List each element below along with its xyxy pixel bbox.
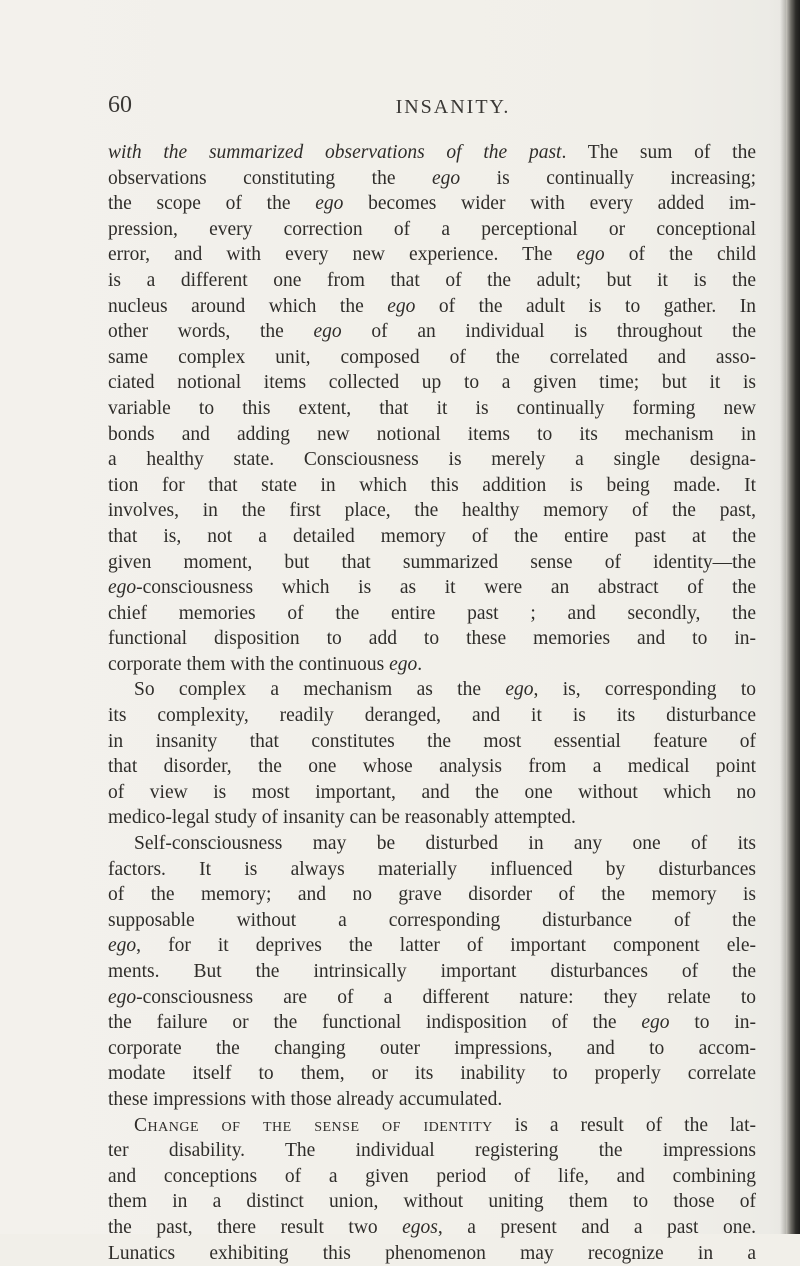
body-text (108, 140, 756, 1266)
text-line: ego-consciousness which is as it were an abstract of the (108, 577, 756, 599)
text-line: and conceptions of a given period of life, and combining (108, 1165, 756, 1187)
text-line: bonds and adding new notional items to its mechanism in (108, 423, 756, 445)
text-line: ego, for it deprives the latter of important component ele- (108, 935, 756, 957)
text-line: chief memories of the entire past ; and secondly, the (108, 602, 756, 624)
text-line: medico-legal study of insanity can be reasonably attempted. (108, 807, 576, 829)
text-line: pression, every correction of a perceptional or conceptional (108, 218, 756, 240)
text-line: ciated notional items collected up to a given time; but it is (108, 372, 756, 394)
text-line: of view is most important, and the one without which no (108, 781, 756, 803)
text-line: error, and with every new experience. The ego of the child (108, 244, 757, 266)
text-line: modate itself to them, or its inability to properly correlate (108, 1063, 756, 1085)
text-line: corporate them with the continuous ego. (108, 653, 423, 675)
text-line: these impressions with those already accumulated. (108, 1088, 503, 1110)
text-line: Self-consciousness may be disturbed in any one of its (134, 833, 756, 855)
text-line: same complex unit, composed of the correlated and asso- (108, 346, 756, 368)
running-head (108, 92, 758, 126)
text-line: tion for that state in which this addition is being made. It (108, 474, 756, 496)
text-line: ter disability. The individual registering the impressions (108, 1140, 756, 1162)
text-line: in insanity that constitutes the most essential feature of (108, 730, 756, 752)
text-line: is a different one from that of the adult; but it is the (108, 269, 756, 291)
text-line: So complex a mechanism as the ego, is, corresponding to (134, 679, 756, 701)
text-line: supposable without a corresponding disturbance of the (108, 909, 756, 931)
running-title: INSANITY. (395, 96, 511, 118)
text-line: other words, the ego of an individual is throughout the (108, 321, 756, 343)
text-line: the failure or the functional indisposition of the ego to in- (108, 1012, 756, 1034)
text-line: its complexity, readily deranged, and it is its disturbance (108, 705, 756, 727)
text-line: nucleus around which the ego of the adult is to gather. In (108, 295, 756, 317)
text-line: given moment, but that summarized sense of identity—the (108, 551, 756, 573)
text-line: observations constituting the ego is continually increasing; (108, 167, 756, 189)
text-line: them in a distinct union, without uniting them to those of (108, 1191, 756, 1213)
text-line: of the memory; and no grave disorder of the memory is (108, 884, 756, 906)
text-line: ments. But the intrinsically important disturbances of the (108, 961, 756, 982)
text-line: the scope of the ego becomes wider with every added im- (108, 193, 756, 215)
binding-edge (786, 0, 800, 1234)
text-line: Lunatics exhibiting this phenomenon may recognize in a (108, 1242, 756, 1264)
text-line: that disorder, the one whose analysis from a medical point (108, 756, 756, 778)
text-line: a healthy state. Consciousness is merely a single designa- (108, 449, 756, 471)
text-line: variable to this extent, that it is continually forming new (108, 397, 756, 419)
text-line: Change of the sense of identity is a result of the lat- (134, 1114, 756, 1136)
text-line: ego-consciousness are of a different nature: they relate to (108, 986, 756, 1008)
text-line: with the summarized observations of the past. The sum of the (108, 142, 756, 163)
text-line: corporate the changing outer impressions, and to accom- (108, 1037, 756, 1059)
text-line: functional disposition to add to these memories and to in- (108, 628, 756, 650)
text-line: factors. It is always materially influenced by disturbances (108, 858, 756, 880)
text-line: the past, there result two egos, a present and a past one. (108, 1216, 756, 1238)
page-number: 60 (108, 92, 132, 118)
text-line: that is, not a detailed memory of the entire past at the (108, 525, 756, 547)
text-line: involves, in the first place, the healthy memory of the past, (108, 500, 756, 522)
